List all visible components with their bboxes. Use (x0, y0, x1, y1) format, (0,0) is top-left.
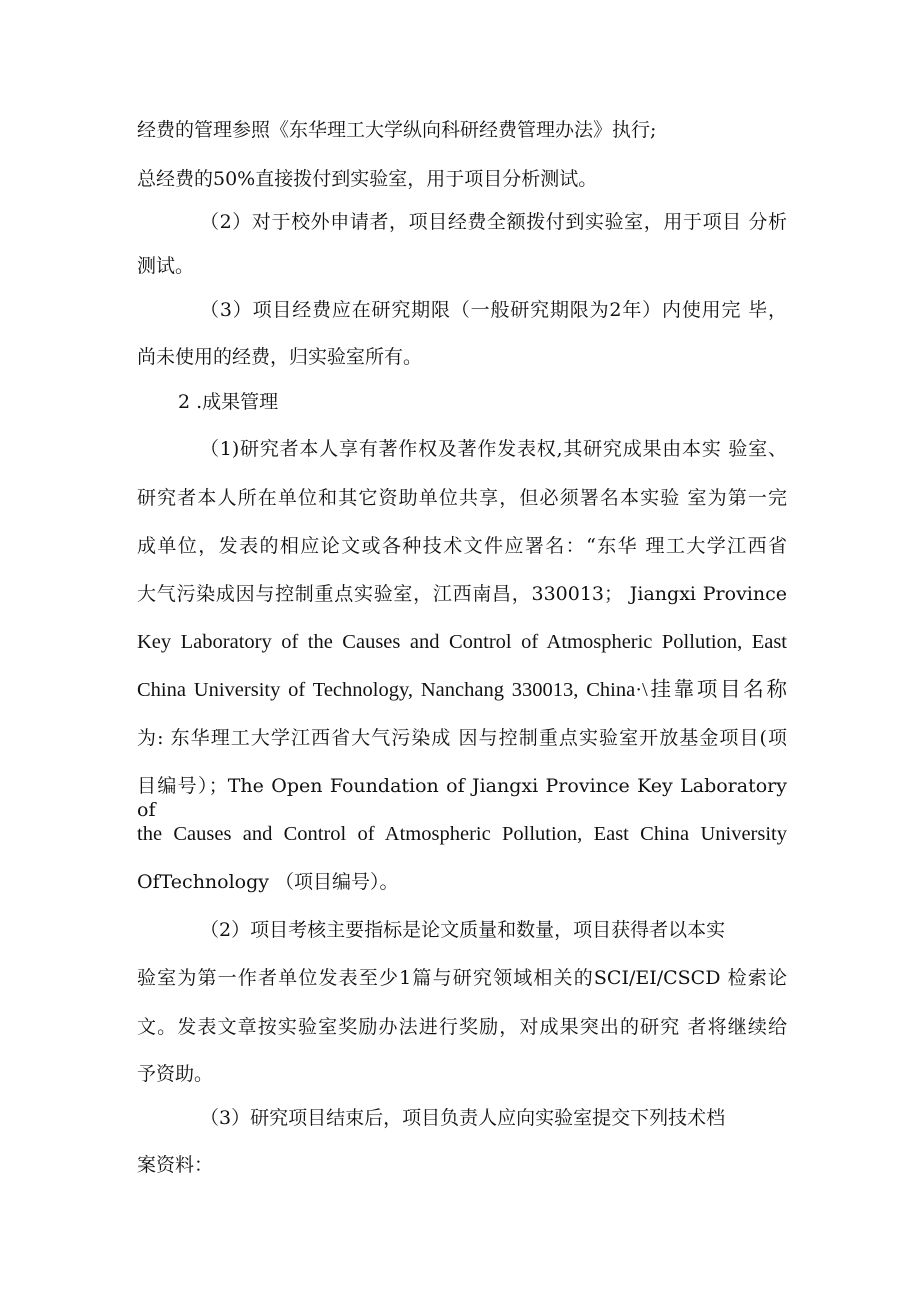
text-line: 文。发表文章按实验室奖励办法进行奖励，对成果突出的研究 者将继续给 (137, 1016, 787, 1038)
text-line: （1)研究者本人享有著作权及著作发表权,其研究成果由本实 验室、 (200, 438, 787, 460)
text-line: 研究者本人所在单位和其它资助单位共享，但必须署名本实验 室为第一完 (137, 487, 787, 509)
text-line: 目编号）；The Open Foundation of Jiangxi Province Key Laboratory of (137, 775, 787, 821)
text-line: 验室为第一作者单位发表至少1篇与研究领域相关的SCI/EI/CSCD 检索论 (137, 967, 787, 989)
text-line: 予资助。 (137, 1063, 214, 1085)
text-line: OfTechnology （项目编号）。 (137, 871, 399, 893)
text-line: 总经费的50%直接拨付到实验室，用于项目分析测试。 (137, 168, 598, 190)
text-line: 大气污染成因与控制重点实验室，江西南昌，330013； Jiangxi Province (137, 583, 787, 605)
text-line: China University of Technology, Nanchang 330013, China·\挂靠项目名称 (137, 679, 787, 701)
text-line: Key Laboratory of the Causes and Control of Atmospheric Pollution, East (137, 631, 787, 653)
section-heading: 2 .成果管理 (178, 391, 279, 413)
text-line: the Causes and Control of Atmospheric Pollution, East China University (137, 823, 787, 845)
text-line: 尚未使用的经费，归实验室所有。 (137, 346, 423, 368)
text-line: 测试。 (137, 255, 195, 277)
text-line: （2）对于校外申请者，项目经费全额拨付到实验室，用于项目 分析 (200, 211, 787, 233)
text-line: （2）项目考核主要指标是论文质量和数量，项目获得者以本实 (200, 919, 726, 941)
text-line: 案资料： (137, 1154, 214, 1176)
text-line: 成单位，发表的相应论文或各种技术文件应署名：“东华 理工大学江西省 (137, 535, 787, 557)
text-line: 为: 东华理工大学江西省大气污染成 因与控制重点实验室开放基金项目(项 (137, 727, 787, 749)
text-line: （3）项目经费应在研究期限（一般研究期限为2年）内使用完 毕， (200, 299, 787, 321)
text-line: 经费的管理参照《东华理工大学纵向科研经费管理办法》执行; (137, 119, 657, 141)
text-line: （3）研究项目结束后，项目负责人应向实验室提交下列技术档 (200, 1107, 726, 1129)
